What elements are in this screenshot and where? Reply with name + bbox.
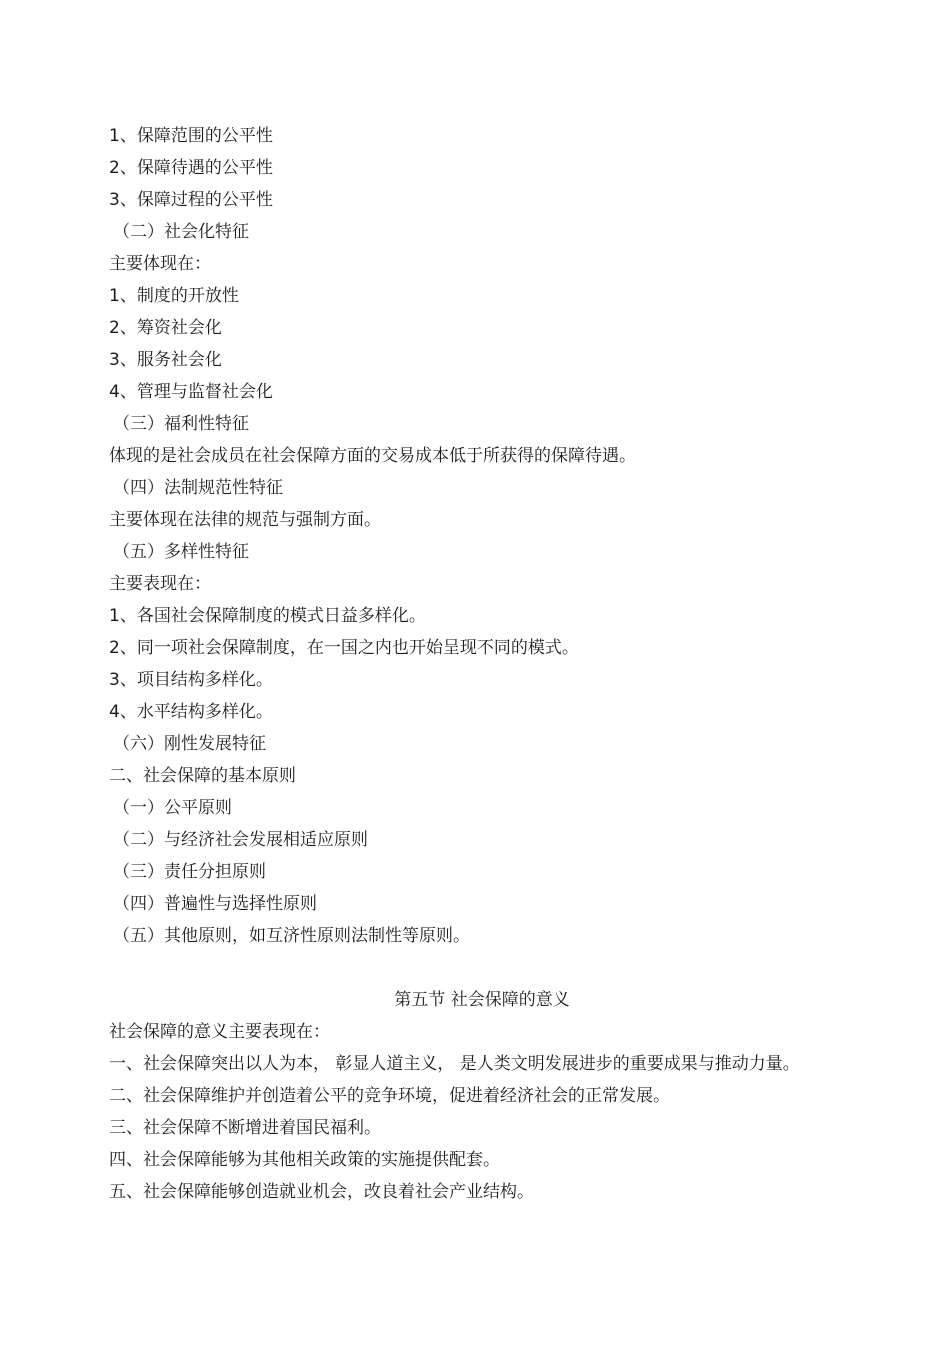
text-line: 2、筹资社会化	[109, 318, 222, 338]
text-line: 四、社会保障能够为其他相关政策的实施提供配套。	[109, 1150, 500, 1170]
text-line: 1、各国社会保障制度的模式日益多样化。	[109, 606, 426, 626]
text-line: 1、制度的开放性	[109, 286, 239, 306]
subheading: （五）其他原则，如互济性原则法制性等原则。	[113, 926, 470, 946]
body-text-bottom	[109, 984, 869, 1208]
text-line: 体现的是社会成员在社会保障方面的交易成本低于所获得的保障待遇。	[109, 446, 636, 466]
text-line: 社会保障的意义主要表现在：	[109, 1022, 330, 1042]
text-line: 2、同一项社会保障制度，在一国之内也开始呈现不同的模式。	[109, 638, 579, 658]
text-line: 4、水平结构多样化。	[109, 702, 273, 722]
text-line: 3、服务社会化	[109, 350, 222, 370]
subheading: （五）多样性特征	[113, 542, 249, 562]
text-line: 二、社会保障维护并创造着公平的竞争环境，促进着经济社会的正常发展。	[109, 1086, 670, 1106]
subheading: （六）刚性发展特征	[113, 734, 266, 754]
text-line: 3、项目结构多样化。	[109, 670, 273, 690]
heading: 二、社会保障的基本原则	[109, 766, 296, 786]
subheading: （四）普遍性与选择性原则	[113, 894, 317, 914]
text-line: 1、保障范围的公平性	[109, 126, 273, 146]
subheading: （三）责任分担原则	[113, 862, 266, 882]
section-title: 第五节 社会保障的意义	[394, 990, 570, 1010]
text-line: 4、管理与监督社会化	[109, 382, 273, 402]
subheading: （四）法制规范性特征	[113, 478, 283, 498]
text-line: 主要体现在：	[109, 254, 211, 274]
text-line: 五、社会保障能够创造就业机会，改良着社会产业结构。	[109, 1182, 534, 1202]
subheading: （三）福利性特征	[113, 414, 249, 434]
text-line: 主要体现在法律的规范与强制方面。	[109, 510, 381, 530]
subheading: （一）公平原则	[113, 798, 232, 818]
text-line: 主要表现在：	[109, 574, 211, 594]
text-line: 3、保障过程的公平性	[109, 190, 273, 210]
subheading: （二）社会化特征	[113, 222, 249, 242]
text-line: 2、保障待遇的公平性	[109, 158, 273, 178]
subheading: （二）与经济社会发展相适应原则	[113, 830, 368, 850]
body-text-top	[109, 120, 869, 952]
text-line: 一、社会保障突出以人为本， 彰显人道主义， 是人类文明发展进步的重要成果与推动力量。	[109, 1054, 800, 1074]
text-line: 三、社会保障不断增进着国民福利。	[109, 1118, 381, 1138]
